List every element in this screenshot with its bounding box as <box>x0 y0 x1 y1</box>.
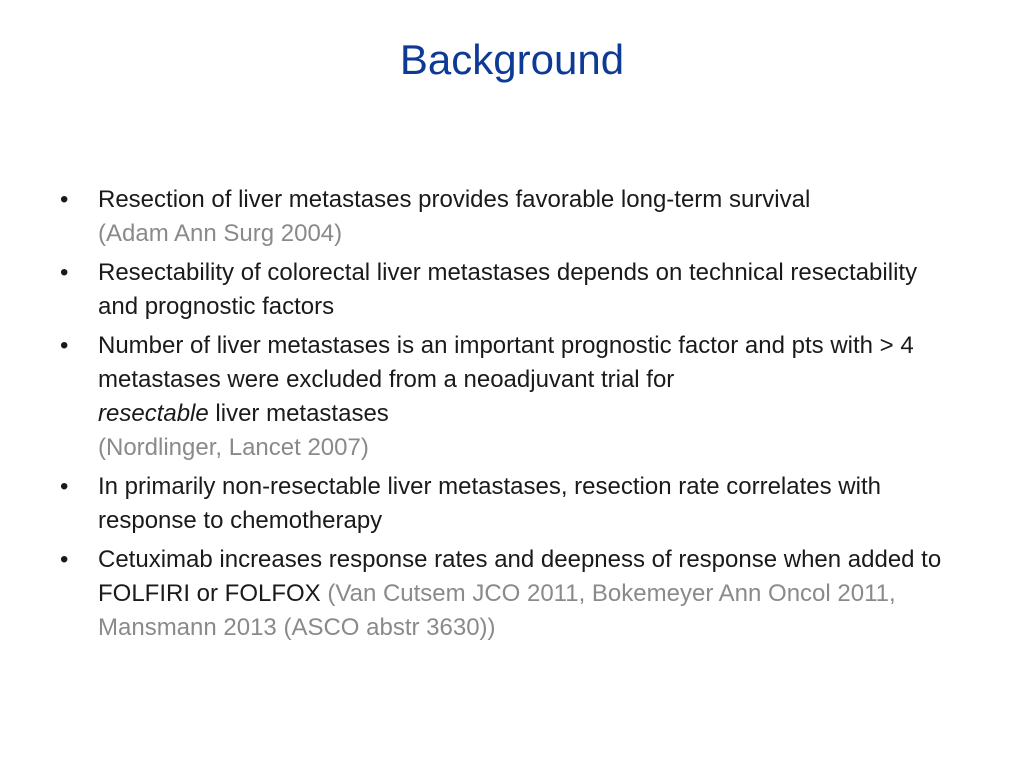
bullet-text-continued: liver metastases <box>208 400 389 427</box>
bullet-icon: • <box>60 186 69 213</box>
bullet-item-survival <box>60 183 960 251</box>
bullet-item-metastases-number <box>60 329 960 465</box>
bullet-reference: (Adam Ann Surg 2004) <box>98 220 343 247</box>
bullet-icon: • <box>60 259 69 286</box>
bullet-list <box>60 183 960 650</box>
bullet-reference: (Nordlinger, Lancet 2007) <box>98 434 369 461</box>
bullet-icon: • <box>60 546 69 573</box>
bullet-item-resectability <box>60 256 960 324</box>
bullet-text: Number of liver metastases is an important prognostic factor and pts with > 4 metastases were excluded from a neoadjuvant trial for <box>98 332 914 393</box>
bullet-text: Resection of liver metastases provides favorable long-term survival <box>98 186 811 213</box>
bullet-emphasis: resectable <box>98 400 209 427</box>
bullet-reference: (Van Cutsem JCO 2011, Bokemeyer Ann Oncol 2011, Mansmann 2013 (ASCO abstr 3630)) <box>98 580 896 641</box>
slide-title: Background <box>399 36 625 83</box>
bullet-item-non-resectable <box>60 470 960 538</box>
bullet-text: Resectability of colorectal liver metastases depends on technical resectability and prognostic factors <box>98 259 918 320</box>
bullet-icon: • <box>60 332 69 359</box>
bullet-text: Cetuximab increases response rates and deepness of response when added to FOLFIRI or FOLFOX <box>98 546 942 607</box>
bullet-icon: • <box>60 473 69 500</box>
bullet-text: In primarily non-resectable liver metastases, resection rate correlates with response to chemotherapy <box>98 473 881 534</box>
bullet-item-cetuximab <box>60 543 960 645</box>
